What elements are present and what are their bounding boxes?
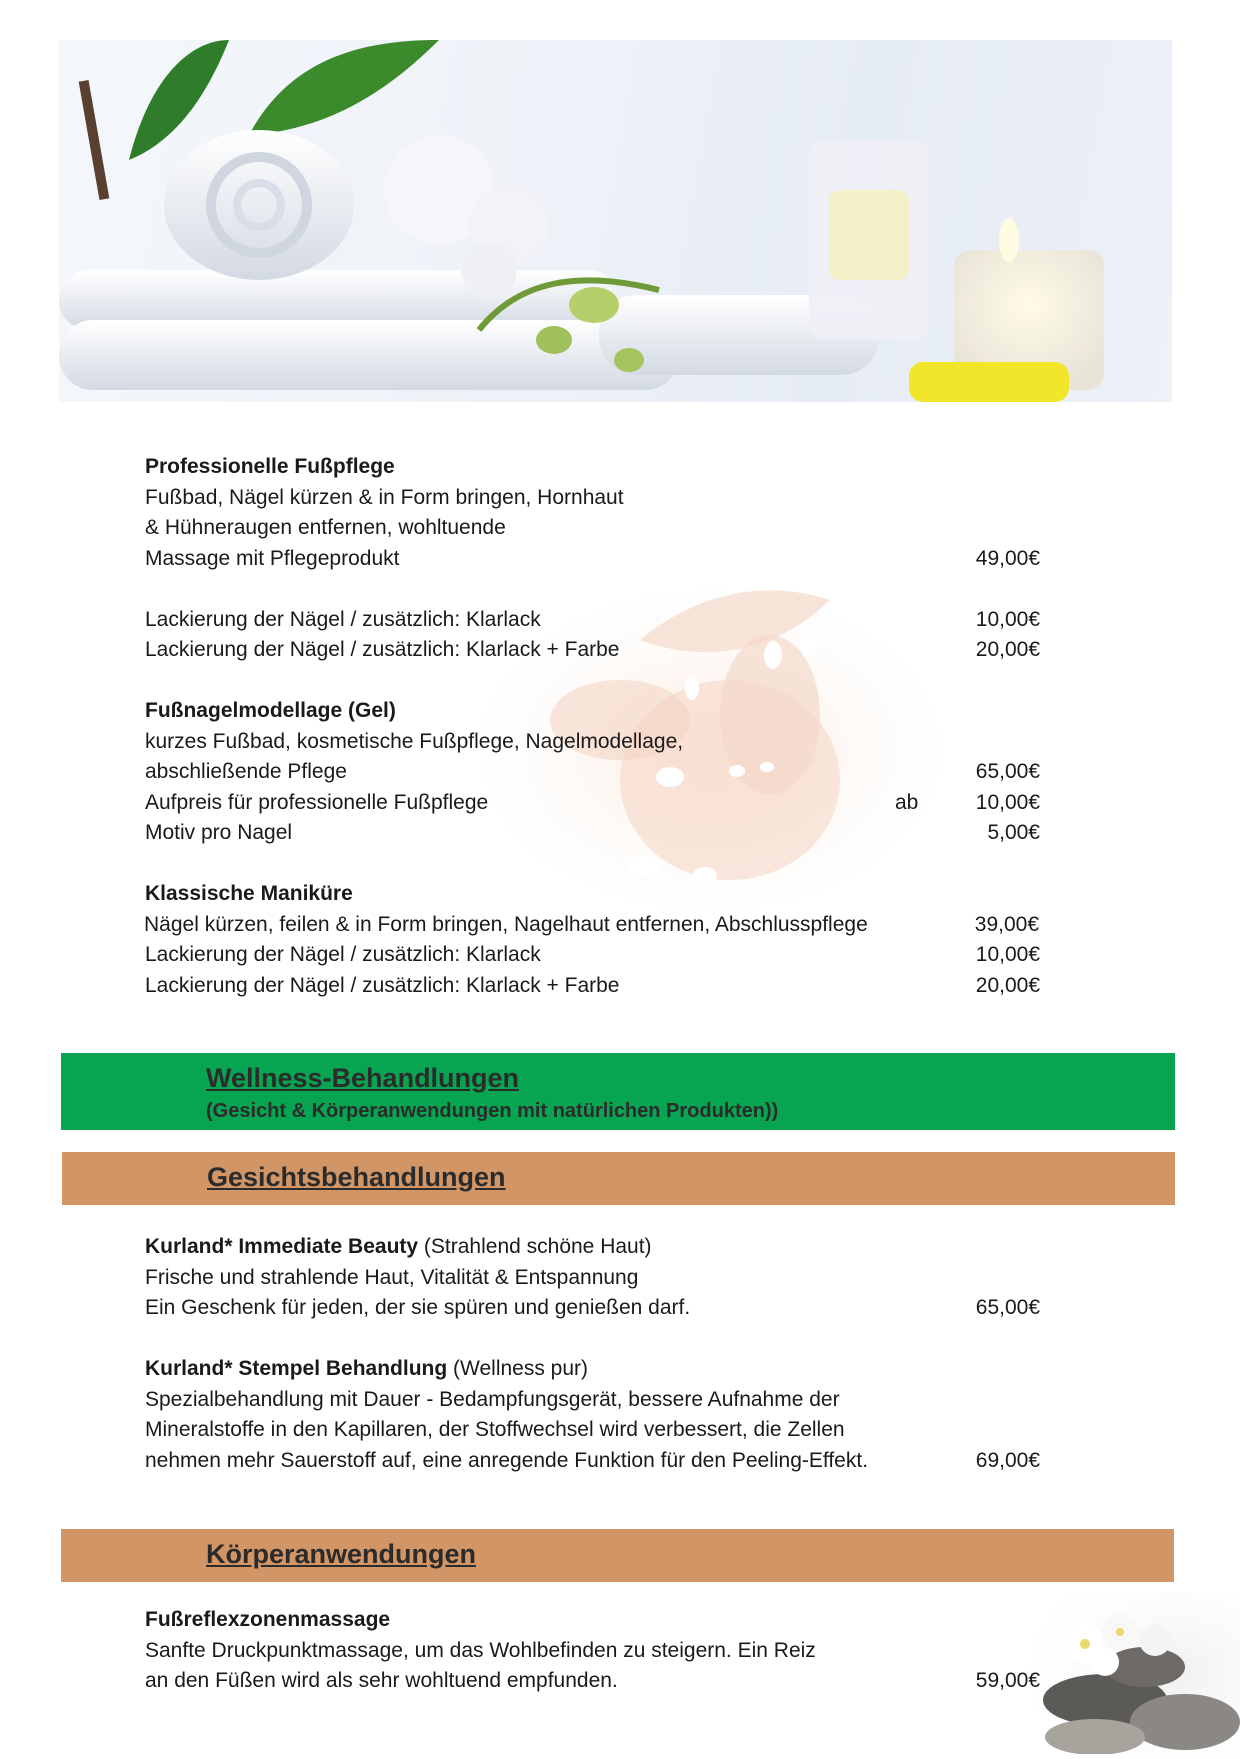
extra-label: Lackierung der Nägel / zusätzlich: Klarlack xyxy=(145,607,541,631)
price-row xyxy=(145,1446,1045,1477)
price: 10,00€ xyxy=(975,607,1040,631)
motiv-label: Motiv pro Nagel xyxy=(145,821,293,844)
immediate-title-note: (Strahlend schöne Haut) xyxy=(418,1235,652,1258)
gesicht-section-title: Gesichtsbehandlungen xyxy=(207,1162,506,1192)
price-row xyxy=(145,635,1045,666)
fusspflege-desc: Massage mit Pflegeprodukt xyxy=(145,546,400,570)
price: 39,00€ xyxy=(974,912,1039,936)
price: 5,00€ xyxy=(987,821,1040,844)
stempel-title-note: (Wellness pur) xyxy=(447,1357,589,1380)
fusspflege-desc: & Hühneraugen entfernen, wohltuende xyxy=(145,516,506,539)
spa-towels-orchid-candles-image xyxy=(59,40,1172,402)
gesicht-block xyxy=(145,1232,1045,1476)
price: 49,00€ xyxy=(975,546,1040,570)
price: 20,00€ xyxy=(975,638,1040,661)
reflex-desc: Sanfte Druckpunktmassage, um das Wohlbefinden zu steigern. Ein Reiz xyxy=(145,1638,816,1662)
hero-illustration xyxy=(59,40,1172,402)
price-row xyxy=(145,605,1045,636)
gel-desc: kurzes Fußbad, kosmetische Fußpflege, Nagelmodellage, xyxy=(145,729,684,753)
immediate-desc: Frische und strahlende Haut, Vitalität & Entspannung xyxy=(145,1265,639,1289)
immediate-title-bold: Kurland* Immediate Beauty xyxy=(145,1235,419,1258)
stempel-title xyxy=(145,1354,1045,1385)
stempel-desc: Spezialbehandlung mit Dauer - Bedampfungsgerät, bessere Aufnahme der xyxy=(145,1387,840,1411)
wellness-section-title: Wellness-Behandlungen xyxy=(206,1063,520,1093)
fusspflege-block xyxy=(145,452,1045,1001)
price-row xyxy=(145,1293,1045,1324)
gel-title: Fußnagelmodellage (Gel) xyxy=(145,699,396,722)
price-row xyxy=(145,788,1045,819)
extra-label: Lackierung der Nägel / zusätzlich: Klarlack + Farbe xyxy=(145,638,620,661)
reflex-desc: an den Füßen wird als sehr wohltuend empfunden. xyxy=(145,1669,618,1692)
koerper-section-title: Körperanwendungen xyxy=(206,1539,477,1569)
extra-label: Lackierung der Nägel / zusätzlich: Klarlack + Farbe xyxy=(145,973,620,997)
fusspflege-desc: Fußbad, Nägel kürzen & in Form bringen, Hornhaut xyxy=(145,485,624,509)
price-row xyxy=(144,910,1045,941)
koerper-section-bar xyxy=(61,1529,1174,1582)
manikuere-title: Klassische Maniküre xyxy=(145,882,353,905)
price-row xyxy=(145,971,1045,1002)
price: 69,00€ xyxy=(975,1448,1040,1472)
price-row xyxy=(145,757,1045,788)
price: 10,00€ xyxy=(975,790,1040,814)
extra-label: Lackierung der Nägel / zusätzlich: Klarlack xyxy=(145,943,541,966)
spa-stones-orchid-image xyxy=(1025,1592,1240,1754)
stempel-desc: nehmen mehr Sauerstoff auf, eine anregende Funktion für den Peeling-Effekt. xyxy=(145,1448,869,1472)
wellness-section-subtitle: (Gesicht & Körperanwendungen mit natürlichen Produkten)) xyxy=(206,1100,779,1122)
spa-stones-illustration xyxy=(1025,1592,1240,1754)
price: 20,00€ xyxy=(975,973,1040,997)
aufpreis-label: Aufpreis für professionelle Fußpflege xyxy=(145,790,489,814)
immediate-desc: Ein Geschenk für jeden, der sie spüren und genießen darf. xyxy=(145,1296,691,1319)
ab-label: ab xyxy=(895,790,919,814)
price: 10,00€ xyxy=(975,943,1040,966)
price-row xyxy=(145,940,1045,971)
stempel-desc: Mineralstoffe in den Kapillaren, der Stoffwechsel wird verbessert, die Zellen xyxy=(145,1418,845,1441)
wellness-section-bar xyxy=(61,1053,1175,1130)
price-row xyxy=(145,818,1045,849)
fusspflege-desc-row xyxy=(145,544,1045,575)
reflex-title: Fußreflexzonenmassage xyxy=(145,1608,391,1631)
price: 65,00€ xyxy=(975,760,1040,783)
gesicht-section-bar xyxy=(62,1152,1175,1205)
gel-desc: abschließende Pflege xyxy=(145,760,347,783)
stempel-title-bold: Kurland* Stempel Behandlung xyxy=(145,1357,448,1380)
immediate-title xyxy=(145,1232,1045,1263)
price-row xyxy=(145,1666,1045,1697)
koerper-block xyxy=(145,1605,1045,1697)
price: 65,00€ xyxy=(975,1296,1040,1319)
fusspflege-title: Professionelle Fußpflege xyxy=(145,455,395,478)
manikuere-desc: Nägel kürzen, feilen & in Form bringen, Nagelhaut entfernen, Abschlusspflege xyxy=(144,912,868,936)
price: 59,00€ xyxy=(975,1669,1040,1692)
